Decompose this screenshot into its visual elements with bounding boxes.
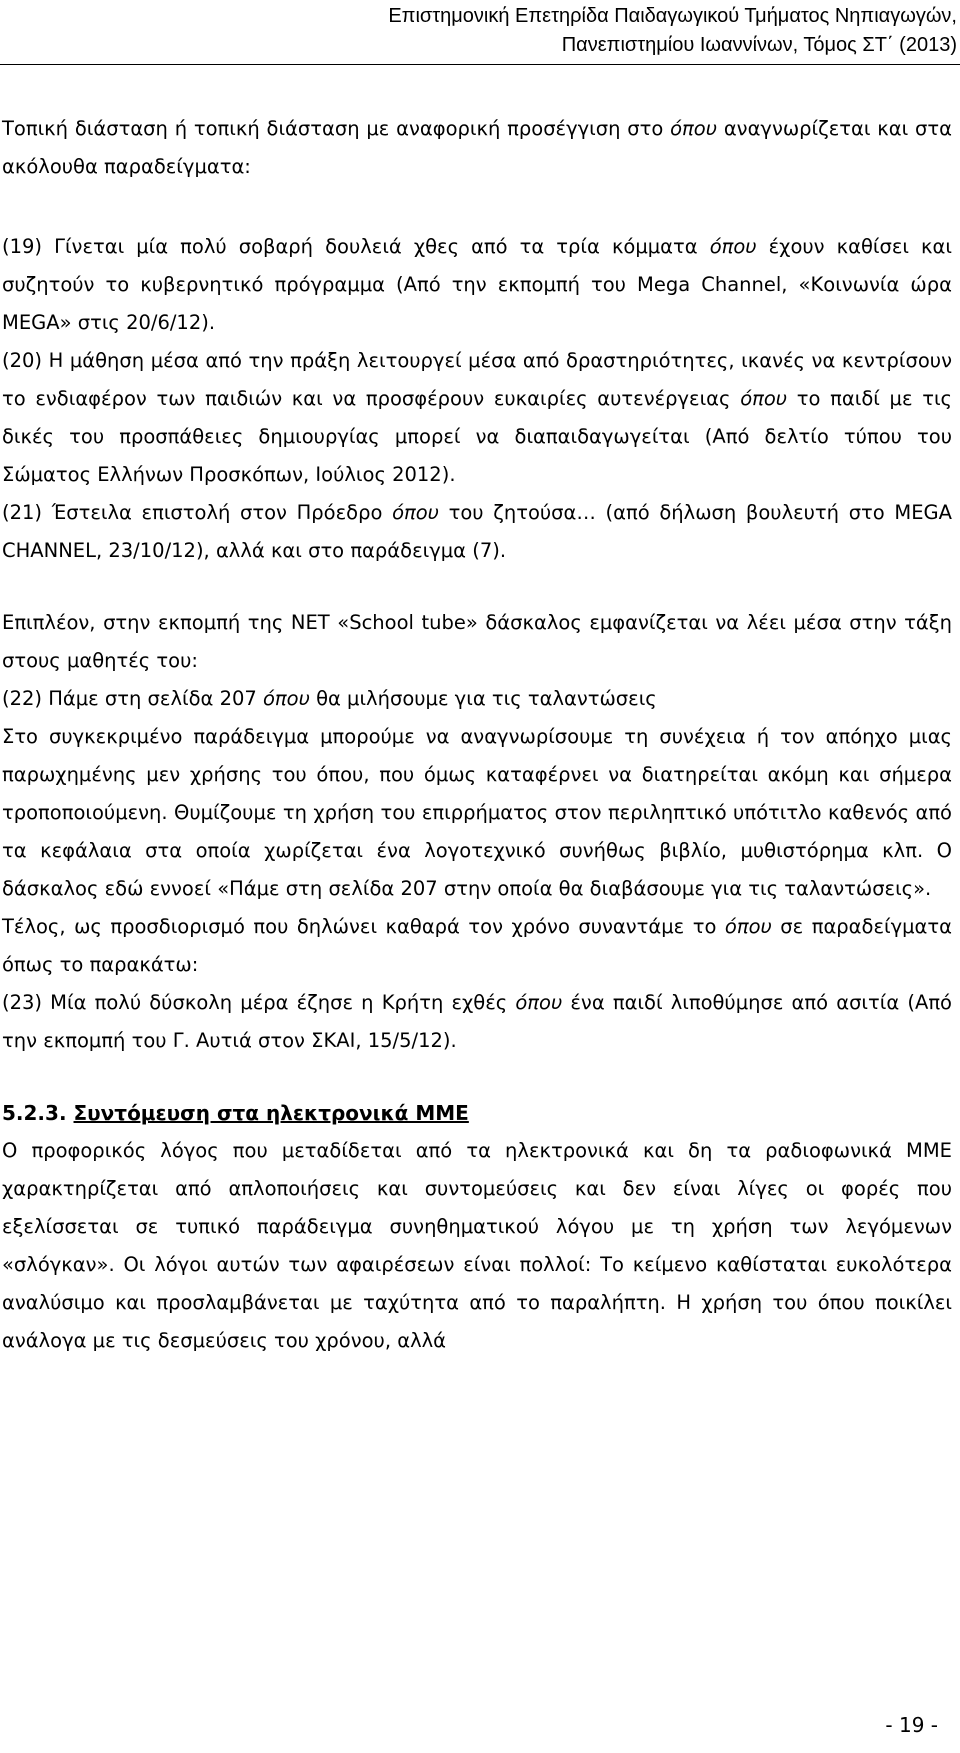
text-run: αναγνωρίζεται και στα ακόλουθα παραδείγματα:	[2, 117, 952, 178]
italic-opou: όπου	[515, 991, 563, 1014]
italic-opou: όπου	[709, 235, 757, 258]
text-run: του ζητούσα… (από δήλωση βουλευτή στο MEGA CHANNEL, 23/10/12), αλλά και στο παράδειγμα (7).	[2, 501, 952, 562]
page-number: - 19 -	[885, 1713, 938, 1737]
text-run: (19) Γίνεται μία πολύ σοβαρή δουλειά χθες από τα τρία κόμματα	[2, 235, 710, 258]
running-header	[17, 0, 957, 60]
italic-opou: όπου	[724, 915, 772, 938]
section-number: 5.2.3.	[2, 1101, 74, 1125]
text-run: θα μιλήσουμε για τις ταλαντώσεις	[309, 687, 657, 710]
paragraph-time	[2, 908, 952, 984]
text-run: (20) Η μάθηση μέσα από την πράξη λειτουργεί μέσα από δραστηριότητες, ικανές να κεντρίσουν το ενδιαφέρον των παιδιών και να προσφέρουν ευκαιρίες αυτενέργειας	[2, 349, 952, 410]
header-volume-line: Πανεπιστημίου Ιωαννίνων, Τόμος ΣΤ΄ (2013)	[561, 34, 957, 56]
italic-opou: όπου	[670, 117, 718, 140]
italic-opou: όπου	[262, 687, 310, 710]
example-22	[2, 680, 952, 718]
text-run: το παιδί με τις δικές του προσπάθειες δημιουργίας μπορεί να διαπαιδαγωγείται (Από δελτίο τύπου του Σώματος Ελλήνων Προσκόπων, Ιούλιος 2012).	[2, 387, 952, 486]
text-run: Τέλος, ως προσδιορισμό που δηλώνει καθαρά τον χρόνο συναντάμε το	[2, 915, 725, 938]
paragraph-media: Ο προφορικός λόγος που μεταδίδεται από τα ηλεκτρονικά και δη τα ραδιοφωνικά ΜΜΕ χαρακτηρίζεται από απλοποιήσεις και συντομεύσεις και δεν είναι λίγες οι φορές που εξελίσσεται σε τυπικό παράδειγμα συνηθηματικού λόγου με τη χρήση των λεγόμενων «σλόγκαν». Οι λόγοι αυτών των αφαιρέσεων είναι πολλοί: Το κείμενο καθίσταται ευκολότερα αναλύσιμο και προσλαμβάνεται με ταχύτητα από το παραλήπτη. Η χρήση του όπου ποικίλει ανάλογα με τις δεσμεύσεις του χρόνου, αλλά	[2, 1139, 952, 1352]
italic-opou: όπου	[740, 387, 788, 410]
italic-opou: όπου	[392, 501, 439, 524]
example-23	[2, 984, 952, 1060]
text-run: (23) Μία πολύ δύσκολη μέρα έζησε η Κρήτη εχθές	[2, 991, 516, 1014]
header-rule	[0, 64, 960, 65]
header-journal-line: Επιστημονική Επετηρίδα Παιδαγωγικού Τμήματος Νηπιαγωγών,	[388, 5, 957, 27]
text-run: (22) Πάμε στη σελίδα 207	[2, 687, 263, 710]
example-21	[2, 494, 952, 570]
section-title: Συντόμευση στα ηλεκτρονικά ΜΜΕ	[73, 1101, 469, 1125]
page-body	[2, 110, 952, 1360]
text-run: (21) Έστειλα επιστολή στον Πρόεδρο	[2, 501, 393, 524]
text-run: Τοπική διάσταση ή τοπική διάσταση με αναφορική προσέγγιση στο	[2, 117, 671, 140]
text-run: σε παραδείγματα όπως το παρακάτω:	[2, 915, 952, 976]
paragraph-analysis: Στο συγκεκριμένο παράδειγμα μπορούμε να αναγνωρίσουμε τη συνέχεια ή τον απόηχο μιας παρωχημένης μεν χρήσης του όπου, που όμως καταφέρνει να διατηρείται ακόμη και σήμερα τροποποιούμενη. Θυμίζουμε τη χρήση του επιρρήματος στον περιληπτικό υπότιτλο καθενός από τα κεφάλαια στα οποία χωρίζεται ένα λογοτεχνικό συνήθως βιβλίο, μυθιστόρημα κλπ. Ο δάσκαλος εδώ εννοεί «Πάμε στη σελίδα 207 στην οποία θα διαβάσουμε για τις ταλαντώσεις».	[2, 725, 952, 900]
paragraph-intro	[2, 110, 952, 186]
example-20	[2, 342, 952, 494]
paragraph-net: Επιπλέον, στην εκπομπή της ΝΕΤ «School tube» δάσκαλος εμφανίζεται να λέει μέσα στην τάξη στους μαθητές του:	[2, 611, 952, 672]
text-run: έχουν καθίσει και συζητούν το κυβερνητικό πρόγραμμα (Από την εκπομπή του Mega Channel, «Κοινωνία ώρα MEGA» στις 20/6/12).	[2, 235, 952, 334]
section-heading	[2, 1094, 952, 1132]
text-run: ένα παιδί λιποθύμησε από ασιτία (Από την εκπομπή του Γ. Αυτιά στον ΣΚΑΙ, 15/5/12).	[2, 991, 952, 1052]
example-19	[2, 228, 952, 342]
